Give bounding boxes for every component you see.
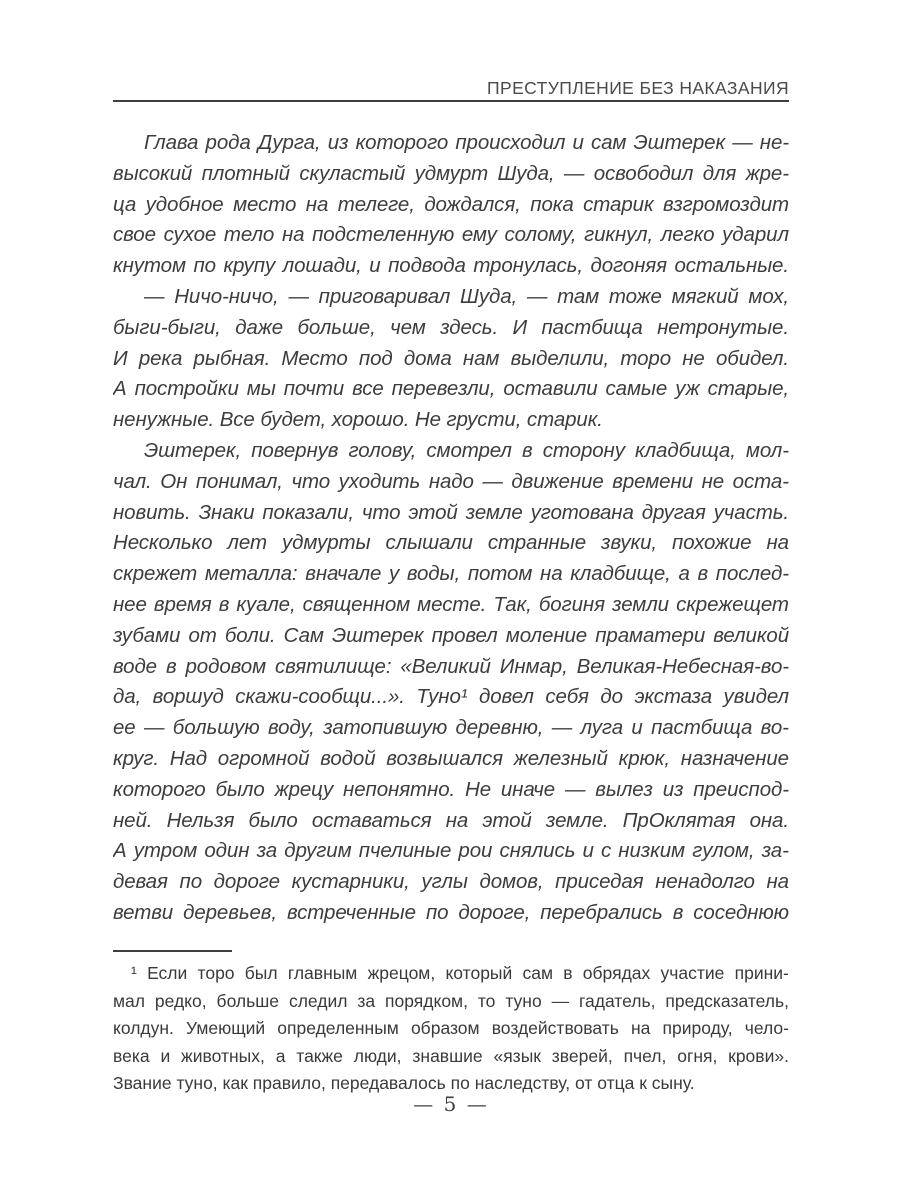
text-line: ненужные. Все будет, хорошо. Не грусти, старик. (113, 408, 603, 432)
paragraph (113, 282, 789, 436)
text-line: Эштерек, повернув голову, смотрел в сторону кладбища, мол- (144, 438, 789, 462)
text-line: — Ничо-ничо, — приговаривал Шуда, — там тоже мягкий мох, (144, 284, 789, 308)
text-line: зубами от боли. Сам Эштерек провел моление праматери великой (113, 623, 789, 647)
text-line: ее — большую воду, затопившую деревню, — луга и пастбища во- (113, 716, 789, 740)
page-number: — 5 — (413, 1092, 489, 1116)
text-line: Звание туно, как правило, передавалось по наследству, от отца к сыну. (113, 1073, 695, 1094)
header-rule (113, 100, 789, 102)
text-line: девая по дороге кустарники, углы домов, приседая ненадолго на (113, 870, 789, 894)
text-line: новить. Знаки показали, что этой земле уготована другая участь. (113, 500, 789, 524)
text-line: высокий плотный скуластый удмурт Шуда, — освободил для жре- (113, 161, 789, 185)
text-line: кнутом по крупу лошади, и подвода тронулась, догоняя остальные. (113, 254, 789, 278)
text-line: ¹ Если торо был главным жрецом, который сам в обрядах участие прини- (131, 963, 789, 983)
text-line: А постройки мы почти все перевезли, оставили самые уж старые, (113, 377, 789, 401)
text-line: нее время в куале, священном месте. Так, богиня земли скрежещет (113, 592, 789, 616)
footnote-separator (113, 950, 232, 952)
text-line: века и животных, а также люди, знавшие «язык зверей, пчел, огня, крови». (113, 1045, 789, 1066)
text-line: Глава рода Дурга, из которого происходил и сам Эштерек — не- (144, 131, 789, 154)
text-line: свое сухое тело на подстеленную ему солому, гикнул, легко ударил (113, 223, 789, 247)
paragraph (113, 128, 789, 282)
paragraph (113, 436, 789, 929)
footnote (113, 960, 789, 1098)
text-line: скрежет металла: вначале у воды, потом на кладбище, а в послед- (113, 562, 789, 586)
text-line: ней. Нельзя было оставаться на этой земле. ПрОклятая она. (113, 808, 789, 832)
text-line: воде в родовом святилище: «Великий Инмар, Великая-Небесная-во- (113, 654, 789, 678)
running-header-title: ПРЕСТУПЛЕНИЕ БЕЗ НАКАЗАНИЯ (487, 78, 789, 98)
text-line: мал редко, больше следил за порядком, то туно — гадатель, предсказатель, (113, 990, 789, 1011)
text-line: которого было жрецу непонятно. Не иначе — вылез из преиспод- (113, 777, 789, 801)
text-line: ветви деревьев, встреченные по дороге, перебрались в соседнюю (113, 900, 789, 924)
text-line: колдун. Умеющий определенным образом воздействовать на природу, чело- (113, 1018, 789, 1039)
text-line: чал. Он понимал, что уходить надо — движение времени не оста- (113, 469, 789, 493)
text-line: И река рыбная. Место под дома нам выделили, торо не обидел. (113, 346, 789, 370)
text-line: круг. Над огромной водой возвышался железный крюк, назначение (113, 746, 789, 770)
text-line: А утром один за другим пчелиные рои снялись и с низким гулом, за- (113, 839, 789, 863)
body-text (113, 128, 789, 929)
text-line: быги-быги, даже больше, чем здесь. И пастбища нетронутые. (113, 315, 789, 339)
text-line: ца удобное место на телеге, дождался, пока старик взгромоздит (113, 192, 789, 216)
text-line: Несколько лет удмурты слышали странные звуки, похожие на (113, 531, 789, 555)
text-line: да, воршуд скажи-сообщи...». Туно¹ довел себя до экстаза увидел (113, 685, 789, 709)
